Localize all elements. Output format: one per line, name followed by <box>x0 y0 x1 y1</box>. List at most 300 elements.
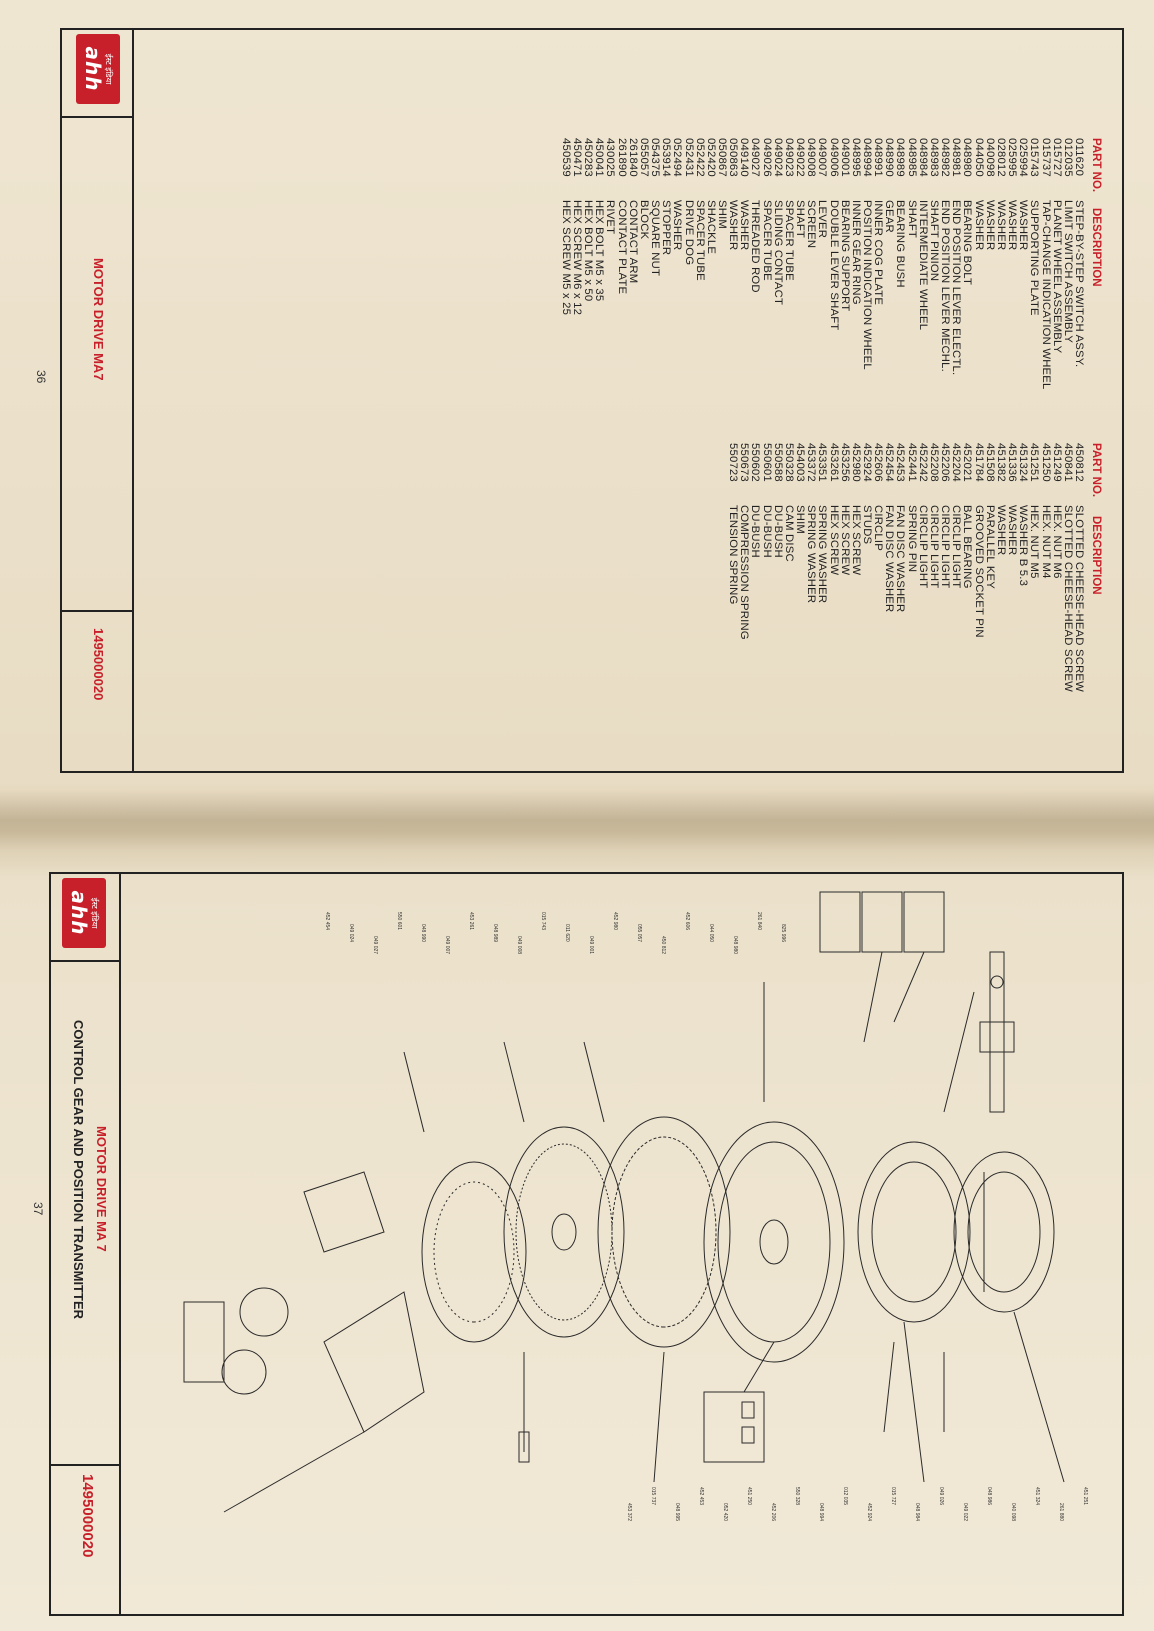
part-description: SQUARE NUT <box>649 200 662 277</box>
parts-row <box>772 138 783 390</box>
parts-row <box>671 138 682 390</box>
part-description: CONTACT PLATE <box>615 200 628 295</box>
part-number: 453261 <box>827 443 840 482</box>
part-number: 011620 <box>1073 138 1085 177</box>
cam-disc <box>422 1162 526 1342</box>
part-description: SPACER TUBE <box>760 200 773 281</box>
parts-row <box>1039 443 1050 692</box>
part-description: END POSITION LEVER ELECTL. <box>950 200 963 376</box>
part-number: 049006 <box>827 138 840 177</box>
part-number: 044050 <box>972 138 985 177</box>
parts-row <box>649 138 660 390</box>
part-description: BEARING BUSH <box>894 200 907 288</box>
parts-row <box>749 138 760 390</box>
callout-label: 452 606 <box>684 912 690 931</box>
parts-row <box>783 443 794 692</box>
callout-label: 452 453 <box>698 1487 704 1506</box>
parts-row <box>727 443 738 692</box>
parts-row <box>883 138 894 390</box>
callout-label: 453 261 <box>468 912 474 931</box>
part-description: SHIM <box>716 200 728 230</box>
parts-row <box>939 443 950 692</box>
col2-head-part: PART NO. <box>1090 443 1102 498</box>
callout-label: 048 995 <box>674 1503 680 1522</box>
callout-label: 015 737 <box>650 1487 656 1506</box>
parts-row <box>894 443 905 692</box>
part-description: HEX. NUT M6 <box>1050 505 1063 579</box>
company-logo: ईस्ट इंडिया ahh <box>76 34 120 104</box>
part-description: BLOCK <box>637 200 650 240</box>
part-description: CIRCLIP LIGHT <box>950 505 963 589</box>
callout-label: 452 924 <box>866 1503 872 1522</box>
part-description: HEX BOLT M5 x 35 <box>593 200 606 302</box>
callout-label: 452 206 <box>770 1503 776 1522</box>
parts-row <box>1051 138 1062 390</box>
parts-row <box>615 138 626 390</box>
parts-row <box>705 138 716 390</box>
callout-label: 015 727 <box>890 1487 896 1506</box>
callout-label: 453 372 <box>626 1503 632 1522</box>
part-number: 048984 <box>916 138 929 177</box>
parts-row <box>816 443 827 692</box>
page-number: 37 <box>31 1202 45 1216</box>
callout-label: 049 026 <box>938 1487 944 1506</box>
part-number: 452980 <box>849 443 862 482</box>
part-number: 451249 <box>1050 443 1063 482</box>
part-number: 050867 <box>716 138 728 177</box>
gear <box>504 1127 624 1337</box>
parts-row <box>760 443 771 692</box>
part-description: HEX SCREW <box>827 505 840 576</box>
part-description: HEX SCREW M6 x 12 <box>570 200 583 316</box>
part-number: 049023 <box>782 138 795 177</box>
callout-label: 012 035 <box>842 1487 848 1506</box>
part-number: 053914 <box>660 138 673 177</box>
part-number: 049027 <box>749 138 762 177</box>
part-number: 049024 <box>771 138 784 177</box>
parts-row <box>727 138 738 390</box>
part-number: 261890 <box>615 138 628 177</box>
page-subtitle: CONTROL GEAR AND POSITION TRANSMITTER <box>71 1020 86 1319</box>
page-title: MOTOR DRIVE MA7 <box>91 258 106 381</box>
part-description: STOPPER <box>660 200 673 256</box>
part-number: 450283 <box>582 138 595 177</box>
part-description: WASHER <box>738 200 751 251</box>
part-description: STUDS <box>861 505 874 545</box>
part-description: SPRING WASHER <box>816 505 829 604</box>
parts-row <box>1062 138 1073 390</box>
block <box>704 1392 764 1462</box>
callout-label: 049 007 <box>444 936 450 955</box>
part-description: HEX BOLT M5 x 50 <box>582 200 595 302</box>
part-description: SHAFT PINION <box>927 200 940 282</box>
parts-row <box>627 138 638 390</box>
callout-label: 049 022 <box>962 1503 968 1522</box>
parts-row <box>928 443 939 692</box>
parts-row <box>660 138 671 390</box>
part-number: 048985 <box>905 138 918 177</box>
parts-row <box>995 443 1006 692</box>
part-description: HEX SCREW M5 x 25 <box>559 200 572 316</box>
part-description: CIRCLIP LIGHT <box>927 505 940 589</box>
part-description: WASHER <box>994 200 1007 251</box>
part-number: 453372 <box>805 443 818 482</box>
parts-row <box>1039 138 1050 390</box>
callout-label: 049 024 <box>348 924 354 943</box>
parts-row <box>995 138 1006 390</box>
parts-row <box>984 138 995 390</box>
parts-row <box>861 443 872 692</box>
parts-row <box>1028 443 1039 692</box>
part-number: 451250 <box>1039 443 1052 482</box>
part-number: 040098 <box>983 138 996 177</box>
part-description: GEAR <box>883 200 896 233</box>
parts-row <box>560 138 571 390</box>
part-number: 452204 <box>950 443 963 482</box>
part-description: END POSITION LEVER MECHL. <box>939 200 952 372</box>
center-fold <box>0 790 1154 850</box>
parts-row <box>593 138 604 390</box>
part-description: SCREEN <box>805 200 818 249</box>
part-number: 452453 <box>894 443 907 482</box>
part-number: 025995 <box>1006 138 1019 177</box>
parts-row <box>917 443 928 692</box>
part-description: SPRING PIN <box>905 505 918 573</box>
part-description: HEX SCREW <box>838 505 851 576</box>
part-number: 048989 <box>894 138 907 177</box>
part-description: WASHER <box>994 505 1007 556</box>
part-number: 452242 <box>916 443 929 482</box>
parts-row <box>772 443 783 692</box>
callout-label: 261 880 <box>1058 1503 1064 1522</box>
part-number: 028012 <box>994 138 1007 177</box>
parts-row <box>972 443 983 692</box>
inner-cog-plate <box>858 1142 970 1322</box>
callout-label: 049 027 <box>372 936 378 955</box>
part-description: WASHER <box>1006 505 1019 556</box>
part-number: 450041 <box>593 138 606 177</box>
callout-label: 049 008 <box>516 936 522 955</box>
part-number: 015727 <box>1050 138 1063 177</box>
part-number: 451508 <box>983 443 996 482</box>
part-description: INNER GEAR RING <box>849 200 862 305</box>
col1-head-part: PART NO. <box>1090 138 1102 193</box>
callout-label: 048 980 <box>732 936 738 955</box>
parts-row <box>794 443 805 692</box>
callout-label: 451 324 <box>1034 1487 1040 1506</box>
parts-row <box>1017 138 1028 390</box>
parts-row <box>694 138 705 390</box>
inner-gear-ring <box>598 1117 730 1347</box>
part-number: 048994 <box>861 138 874 177</box>
exploded-view-drawing <box>124 872 1124 1616</box>
part-description: DRIVE DOG <box>682 200 695 266</box>
callout-label: 048 990 <box>420 924 426 943</box>
parts-row <box>883 443 894 692</box>
part-number: 550723 <box>727 443 740 482</box>
part-description: SPACER TUBE <box>693 200 706 281</box>
callout-label: 550 328 <box>794 1487 800 1506</box>
callout-label: 040 098 <box>1010 1503 1016 1522</box>
part-description: WASHER <box>671 200 684 251</box>
company-logo: ईस्ट इंडिया ahh <box>62 878 106 948</box>
parts-row <box>1051 443 1062 692</box>
callout-label: 015 743 <box>540 912 546 931</box>
callout-label: 450 812 <box>660 936 666 955</box>
part-number: 025994 <box>1017 138 1030 177</box>
part-number: 452606 <box>872 443 885 482</box>
part-description: WASHER <box>1006 200 1019 251</box>
part-number: 048990 <box>883 138 896 177</box>
part-description: COMPRESSION SPRING <box>738 505 751 640</box>
col1-head-desc: DESCRIPTION <box>1090 208 1102 287</box>
parts-row <box>816 138 827 390</box>
parts-list-right <box>727 443 1084 692</box>
part-description: CIRCLIP LIGHT <box>939 505 952 589</box>
part-number: 451784 <box>972 443 985 482</box>
callout-label: 048 986 <box>986 1487 992 1506</box>
part-description: FAN DISC WASHER <box>894 505 907 613</box>
callout-label: 011 620 <box>564 924 570 942</box>
parts-row <box>839 138 850 390</box>
parts-row <box>850 443 861 692</box>
callout-label: 048 984 <box>914 1503 920 1522</box>
bottom-strip-line <box>132 28 134 773</box>
strip-divider <box>49 960 121 962</box>
parts-row <box>894 138 905 390</box>
part-number: 261840 <box>626 138 639 177</box>
part-description: THREADED ROD <box>749 200 762 293</box>
part-description: CONTACT ARM <box>626 200 639 284</box>
parts-row <box>738 443 749 692</box>
part-description: PLANET WHEEL ASSEMBLY <box>1050 200 1063 354</box>
part-description: WASHER <box>1017 200 1030 251</box>
part-number: 048980 <box>961 138 974 177</box>
parts-row <box>1028 138 1039 390</box>
part-description: DU-BUSH <box>760 505 773 558</box>
part-description: BALL BEARING <box>961 505 974 589</box>
part-number: 453256 <box>838 443 851 482</box>
part-number: 048995 <box>849 138 862 177</box>
part-number: 550601 <box>760 443 773 482</box>
parts-row <box>917 138 928 390</box>
part-description: SHAFT <box>905 200 918 239</box>
parts-row <box>950 443 961 692</box>
callout-label: 049 001 <box>588 936 594 955</box>
part-number: 015743 <box>1028 138 1041 177</box>
parts-row <box>716 138 727 390</box>
part-description: LIMIT SWITCH ASSEMBLY <box>1061 200 1074 344</box>
part-description: HEX. NUT M4 <box>1039 505 1052 579</box>
parts-row <box>961 443 972 692</box>
parts-row <box>638 138 649 390</box>
part-number: 012035 <box>1061 138 1074 177</box>
parts-row <box>872 138 883 390</box>
part-number: 550328 <box>782 443 795 482</box>
part-description: SUPPORTING PLATE <box>1028 200 1041 316</box>
part-description: SHACKLE <box>704 200 717 255</box>
part-description: SLOTTED CHEESE-HEAD SCREW <box>1061 505 1074 693</box>
supporting-plate <box>324 1292 424 1432</box>
part-description: LEVER <box>816 200 829 239</box>
callout-label: 048 989 <box>492 924 498 943</box>
parts-row <box>571 138 582 390</box>
page-36 <box>34 28 1124 773</box>
part-description: WASHER <box>983 200 996 251</box>
part-number: 450841 <box>1061 443 1074 482</box>
callout-label: 048 994 <box>818 1503 824 1522</box>
parts-row <box>1073 138 1084 390</box>
part-number: 048981 <box>950 138 963 177</box>
part-number: 049008 <box>805 138 818 177</box>
part-number: 049007 <box>816 138 829 177</box>
part-number: 451251 <box>1028 443 1041 482</box>
callout-label: 451 251 <box>1082 1487 1088 1506</box>
part-number: 048991 <box>872 138 885 177</box>
parts-row <box>961 138 972 390</box>
part-description: GROOVED SOCKET PIN <box>972 505 985 638</box>
col2-head-desc: DESCRIPTION <box>1090 516 1102 595</box>
part-number: 451324 <box>1017 443 1030 482</box>
part-number: 452454 <box>883 443 896 482</box>
part-description: SHIM <box>794 505 807 535</box>
part-description: WASHER <box>727 200 740 251</box>
part-description: SLIDING CONTACT <box>771 200 784 306</box>
part-number: 451382 <box>994 443 1007 482</box>
part-number: 052494 <box>671 138 684 177</box>
fan-disc <box>954 1152 1054 1312</box>
parts-row <box>604 138 615 390</box>
part-number: 050863 <box>727 138 740 177</box>
part-number: 453351 <box>816 443 829 482</box>
step-switch <box>904 892 944 952</box>
part-description: WASHER B 5.3 <box>1017 505 1030 587</box>
callout-label: 044 050 <box>708 924 714 943</box>
part-description: FAN DISC WASHER <box>883 505 896 613</box>
parts-row <box>861 138 872 390</box>
parts-row <box>1017 443 1028 692</box>
callout-label: 452 980 <box>612 912 618 931</box>
part-description: SPACER TUBE <box>782 200 795 281</box>
part-number: 550588 <box>771 443 784 482</box>
part-description: SPRING WASHER <box>805 505 818 604</box>
part-description: STEP-BY-STEP SWITCH ASSY. <box>1073 200 1085 368</box>
part-number: 454003 <box>794 443 807 482</box>
bottom-strip-line <box>119 872 121 1616</box>
part-number: 550673 <box>738 443 751 482</box>
doc-number: 1495000020 <box>91 628 106 701</box>
part-description: CIRCLIP LIGHT <box>916 505 929 589</box>
part-number: 430025 <box>604 138 617 177</box>
parts-row <box>805 138 816 390</box>
callout-label: 825 996 <box>780 924 786 943</box>
limit-switch <box>240 1288 288 1336</box>
part-number: 452441 <box>905 443 918 482</box>
part-description: RIVET <box>604 200 617 235</box>
part-number: 450812 <box>1073 443 1085 482</box>
parts-row <box>850 138 861 390</box>
parts-row <box>783 138 794 390</box>
part-number: 048983 <box>927 138 940 177</box>
strip-divider <box>60 610 134 612</box>
part-number: 450471 <box>570 138 583 177</box>
part-description: DOUBLE LEVER SHAFT <box>827 200 840 331</box>
parts-row <box>906 138 917 390</box>
parts-row <box>939 138 950 390</box>
parts-row <box>972 138 983 390</box>
parts-row <box>872 443 883 692</box>
parts-list-left <box>560 138 1084 390</box>
strip-divider <box>49 1464 121 1466</box>
parts-row <box>827 443 838 692</box>
part-description: SLOTTED CHEESE-HEAD SCREW <box>1073 505 1085 693</box>
strip-divider <box>60 116 134 118</box>
part-number: 450539 <box>559 138 572 177</box>
parts-row <box>827 138 838 390</box>
parts-row <box>839 443 850 692</box>
part-number: 452206 <box>939 443 952 482</box>
part-description: DU-BUSH <box>749 505 762 558</box>
part-number: 550602 <box>749 443 762 482</box>
part-number: 055057 <box>637 138 650 177</box>
page-title: MOTOR DRIVE MA 7 <box>94 1126 109 1252</box>
part-number: 049026 <box>760 138 773 177</box>
part-description: HEX. NUT M5 <box>1028 505 1041 579</box>
part-description: WASHER <box>972 200 985 251</box>
parts-row <box>760 138 771 390</box>
part-description: BEARING BOLT <box>961 200 974 286</box>
position-indication-wheel <box>704 1122 844 1362</box>
part-description: INNER COG PLATE <box>872 200 885 306</box>
parts-row <box>1006 138 1017 390</box>
part-number: 049001 <box>838 138 851 177</box>
part-number: 452924 <box>861 443 874 482</box>
part-number: 049022 <box>794 138 807 177</box>
parts-row <box>582 138 593 390</box>
part-number: 052422 <box>693 138 706 177</box>
part-number: 015737 <box>1039 138 1052 177</box>
parts-row <box>1062 443 1073 692</box>
part-number: 049140 <box>738 138 751 177</box>
page-37 <box>31 872 1124 1616</box>
callout-label: 452 454 <box>324 912 330 931</box>
parts-row <box>950 138 961 390</box>
part-description: SHAFT <box>794 200 807 239</box>
part-number: 048982 <box>939 138 952 177</box>
parts-row <box>805 443 816 692</box>
parts-row <box>738 138 749 390</box>
parts-row <box>1073 443 1084 692</box>
part-description: PARALLEL KEY <box>983 505 996 590</box>
part-number: 052420 <box>704 138 717 177</box>
part-description: BEARING SUPPORT <box>838 200 851 312</box>
part-description: CIRCLIP <box>872 505 885 551</box>
callout-label: 052 420 <box>722 1503 728 1522</box>
parts-row <box>682 138 693 390</box>
part-number: 451336 <box>1006 443 1019 482</box>
parts-row <box>906 443 917 692</box>
part-description: CAM DISC <box>782 505 795 562</box>
part-number: 052431 <box>682 138 695 177</box>
callout-label: 451 250 <box>746 1487 752 1506</box>
part-description: TAP-CHANGE INDICATION WHEEL <box>1039 200 1052 390</box>
part-number: 054375 <box>649 138 662 177</box>
part-description: HEX SCREW <box>849 505 862 576</box>
parts-row <box>928 138 939 390</box>
parts-row <box>749 443 760 692</box>
part-description: TENSION SPRING <box>727 505 740 605</box>
part-description: POSITION INDICATION WHEEL <box>861 200 874 370</box>
